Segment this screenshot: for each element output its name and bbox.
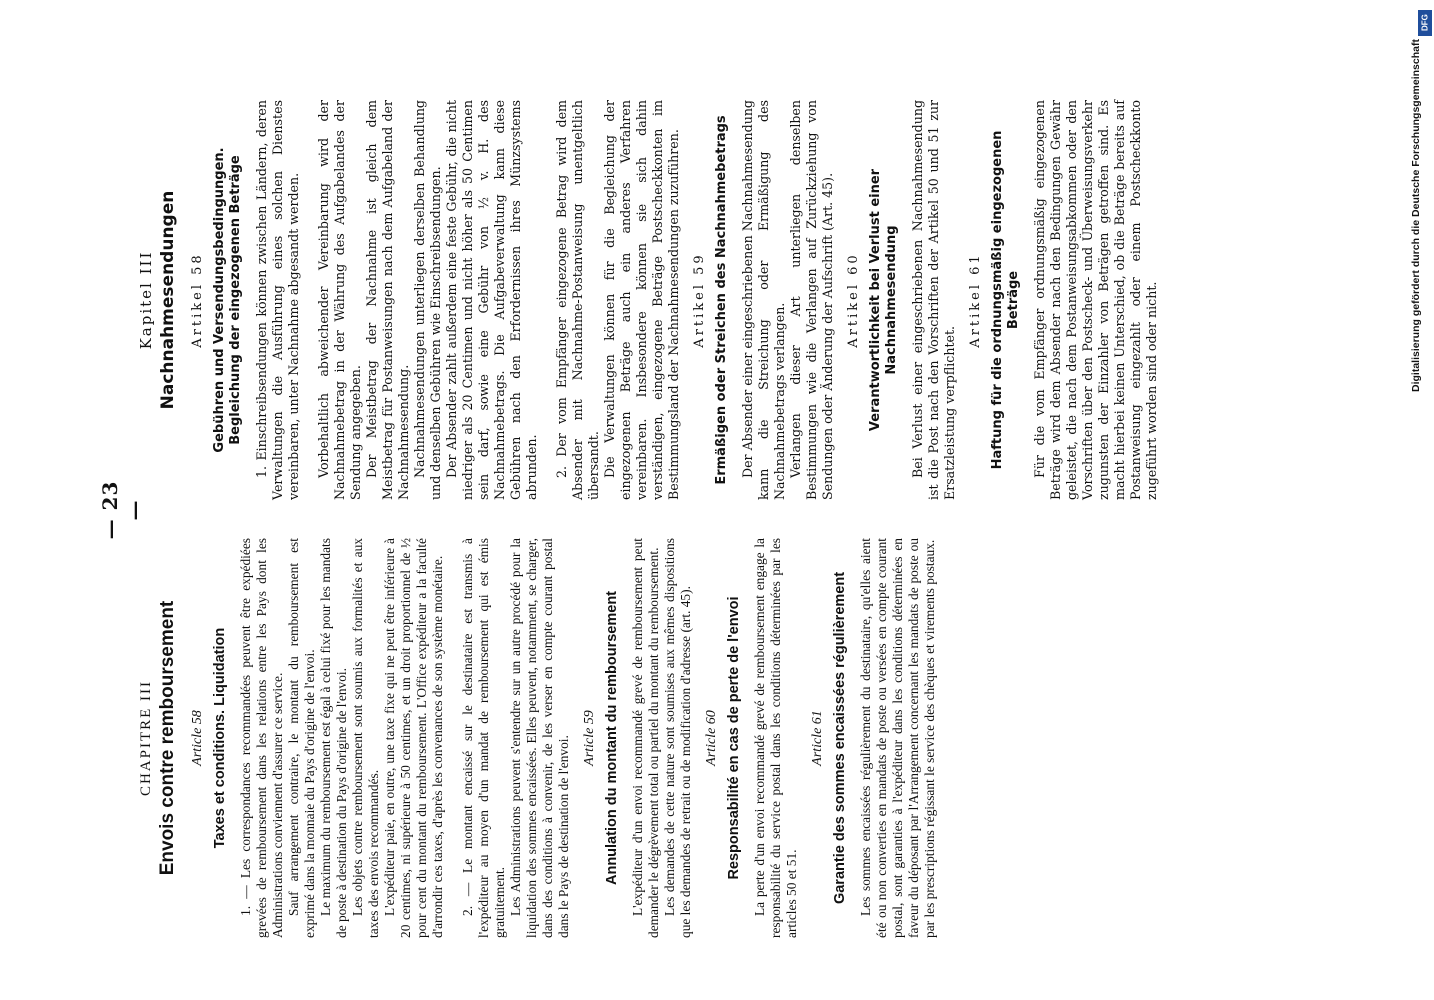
article-heading-fr: Garantie des sommes encaissées régulièrement — [832, 571, 848, 905]
article-label-de: Artikel 60 — [846, 252, 861, 348]
paragraph: Der Meistbetrag der Nachnahme ist gleich dem Meistbetrag für Postanweisungen nach dem Aufgabeland der Nachnahmesendung. — [364, 100, 411, 500]
article-heading-fr: Taxes et conditions. Liquidation — [212, 627, 228, 849]
rotated-document-page — [58, 100, 1418, 958]
paragraph: Bei Verlust einer eingeschriebenen Nachnahmesendung ist die Post nach den Vorschriften der Artikel 50 und 51 zur Ersatzleistung verpflichtet. — [910, 100, 957, 500]
article-heading-fr: Annulation du montant du remboursement — [604, 590, 620, 886]
article-label-de: Artikel 58 — [190, 252, 205, 348]
paragraph: Le maximum du remboursement est égal à celui fixé pour les mandats de poste à destination du Pays d'origine de l'envoi. — [318, 538, 349, 938]
article-heading-de: Gebühren und Versendungsbedingungen. Begleichung der eingezogenen Beträge — [212, 147, 243, 453]
article-label-de: Artikel 61 — [968, 252, 983, 348]
paragraph: Les demandes de cette nature sont soumises aux mêmes dispositions que les demandes de retrait ou de modification d'adresse (art. 45). — [662, 538, 693, 938]
paragraph: Für die vom Empfänger ordnungsmäßig eingezogenen Beträge wird dem Absender nach den Bedingungen Gewähr geleistet, die nach dem Postanweisungsabkommen oder den Vorschriften über den Postscheck- und Überweisungsverkehr zugunsten der Einzahler von Beträgen getroffen sind. Es macht hierbei keinen Unterschied, ob die Beträge bereits auf Postanweisung eingezahlt oder einem Postscheckkonto zugeführt worden sind oder nicht. — [1032, 100, 1159, 500]
german-column — [138, 100, 1160, 500]
article-heading-de: Verantwortlichkeit bei Verlust einer Nachnahmesendung — [868, 168, 899, 432]
article-heading-fr: Responsabilité en cas de perte de l'envoi — [726, 596, 742, 880]
article-heading-de: Haftung für die ordnungsmäßig eingezogenen Beträge — [990, 130, 1021, 470]
paragraph: Sauf arrangement contraire, le montant du remboursement est exprimé dans la monnaie du Pays d'origine de l'envoi. — [286, 538, 317, 938]
chapter-label-de: Kapitel III — [137, 250, 155, 350]
article-label-fr: Article 59 — [582, 710, 597, 766]
dfg-logo: DFG — [1418, 10, 1432, 36]
paragraph: Verlangen dieser Art unterliegen denselben Bestimmungen wie die Verlangen auf Zurückziehung von Sendungen oder Änderung der Aufschrift (Art. 45). — [788, 100, 835, 500]
chapter-title-de: Nachnahmesendungen — [158, 190, 178, 410]
chapter-title-fr: Envois contre remboursement — [157, 600, 178, 876]
paragraph: Die Verwaltungen können für die Begleichung der eingezogenen Beträge auch ein anderes Verfahren vereinbaren. Insbesondere können sie sich dahin verständigen, eingezogene Beträge Postscheckkonten im Bestimmungsland der Nachnahmesendungen zuzuführen. — [602, 100, 681, 500]
paragraph: L'expéditeur d'un envoi recommandé grevé de remboursement peut demander le dégrèvement total ou partiel du montant du remboursement. — [630, 538, 661, 938]
paragraph: L'expéditeur paie, en outre, une taxe fixe qui ne peut être inférieure à 20 centimes, ni supérieure à 50 centimes, et un droit proportionnel de ½ pour cent du montant du remboursement. L'Office expéditeur a la faculté d'arrondir ces taxes, d'après les convenances de son système monétaire. — [382, 538, 445, 938]
paragraph: Der Absender zahlt außerdem eine feste Gebühr, die nicht niedriger als 20 Centimen und nicht höher als 50 Centimen sein darf, sowie eine Gebühr von ½ v. H. des Nachnahmebetrags. Die Aufgabeverwaltung kann diese Gebühren nach den Erfordernissen ihres Münzsystems abrunden. — [444, 100, 539, 500]
article-heading-de: Ermäßigen oder Streichen des Nachnahmebetrags — [714, 115, 729, 485]
article-label-de: Artikel 59 — [692, 252, 707, 348]
paragraph: 1. — Les correspondances recommandées peuvent être expédiées grevées de remboursement dans les relations entre les Pays dont les Administrations conviennent d'assurer ce service. — [238, 538, 285, 938]
article-label-fr: Article 58 — [190, 710, 205, 766]
paragraph: 2. — Le montant encaissé sur le destinataire est transmis à l'expéditeur au moyen d'un mandat de remboursement qui est émis gratuitement. — [460, 538, 507, 938]
paragraph: Les sommes encaissées régulièrement du destinataire, qu'elles aient été ou non converties en mandats de poste ou versées en compte courant postal, sont garanties à l'expéditeur dans les conditions déterminées en faveur du déposant par l'Arrangement concernant les mandats de poste ou par les prescriptions régissant le service des chèques et virements postaux. — [858, 538, 937, 938]
page-number: — 23 — — [98, 480, 146, 540]
article-label-fr: Article 60 — [704, 710, 719, 766]
paragraph: Les Administrations peuvent s'entendre sur un autre procédé pour la liquidation des sommes encaissées. Elles peuvent, notamment, se charger, dans des conditions à convenir, de les verser en compte courant postal dans le Pays de destination de l'envoi. — [508, 538, 571, 938]
paragraph: Vorbehaltlich abweichender Vereinbarung wird der Nachnahmebetrag in der Währung des Aufgabelandes der Sendung angegeben. — [316, 100, 363, 500]
chapter-label-fr: CHAPITRE III — [138, 679, 154, 797]
paragraph: Nachnahmesendungen unterliegen derselben Behandlung und denselben Gebühren wie Einschreibsendungen. — [412, 100, 443, 500]
digitization-credit: Digitalisierung gefördert durch die Deutsche Forschungsgemeinschaft — [1410, 39, 1422, 392]
french-column — [138, 538, 938, 938]
paragraph: La perte d'un envoi recommandé grevé de remboursement engage la responsabilité du service postal dans les conditions déterminées par les articles 50 et 51. — [752, 538, 799, 938]
article-label-fr: Article 61 — [810, 710, 825, 766]
paragraph: 2. Der vom Empfänger eingezogene Betrag wird dem Absender mit Nachnahme-Postanweisung unentgeltlich übersandt. — [554, 100, 601, 500]
paragraph: Der Absender einer eingeschriebenen Nachnahmesendung kann die Streichung oder Ermäßigung des Nachnahmebetrags verlangen. — [740, 100, 787, 500]
paragraph: 1. Einschreibsendungen können zwischen Ländern, deren Verwaltungen die Ausführung eines solchen Dienstes vereinbaren, unter Nachnahme abgesandt werden. — [254, 100, 301, 500]
paragraph: Les objets contre remboursement sont soumis aux formalités et aux taxes des envois recommandés. — [350, 538, 381, 938]
